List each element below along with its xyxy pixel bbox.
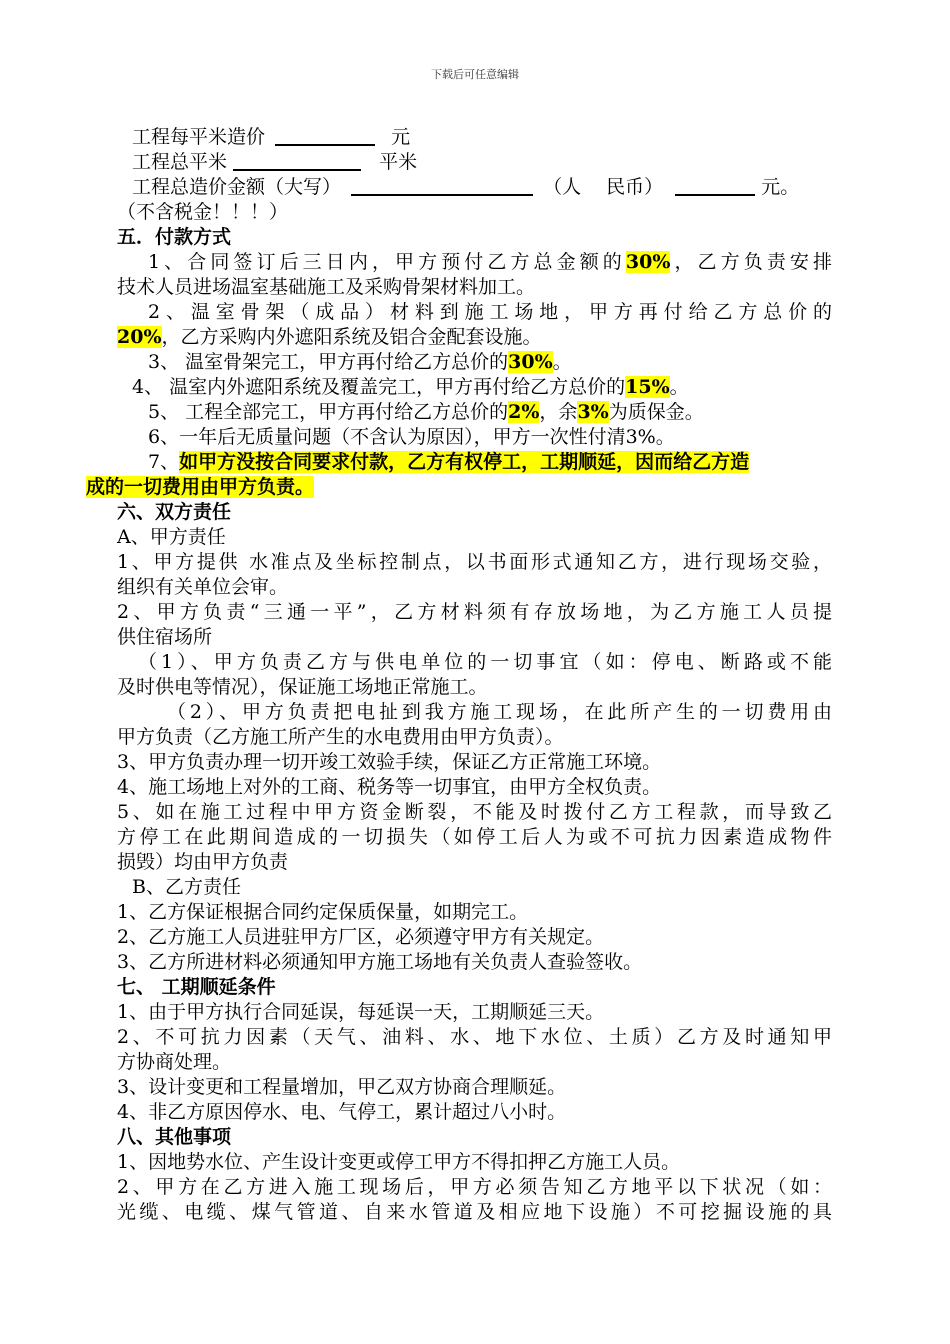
payment-item-2: 2、温室骨架（成品）材料到施工场地，甲方再付给乙方总价的 — [148, 301, 832, 323]
party-b-item-1: 1、乙方保证根据合同约定保质保量，如期完工。 — [117, 901, 529, 923]
payment-item-1-percent: 30% — [625, 251, 671, 273]
party-a-item-2-2-cont: 甲方负责（乙方施工所产生的水电费用由甲方负责）。 — [117, 726, 564, 748]
page-header: 下载后可任意编辑 — [431, 68, 519, 81]
party-a-item-5-cont: 方停工在此期间造成的一切损失（如停工后人为或不可抗力因素造成物件 — [117, 826, 832, 848]
delay-item-2: 2、不可抗力因素（天气、油料、水、地下水位、土质）乙方及时通知甲 — [117, 1026, 832, 1048]
section-7-title: 七、 工期顺延条件 — [117, 976, 276, 998]
payment-item-5-text-c: 为质保金。 — [608, 401, 704, 423]
party-b-item-3: 3、乙方所进材料必须通知甲方施工场地有关负责人查验签收。 — [117, 951, 643, 973]
total-area-blank — [233, 151, 361, 171]
payment-item-1 — [148, 250, 832, 275]
payment-item-7 — [148, 450, 749, 475]
payment-item-4-text: 4、 温室内外遮阳系统及覆盖完工，甲方再付给乙方总价的 — [132, 376, 626, 398]
other-item-2-cont: 光缆、电缆、煤气管道、自来水管道及相应地下设施）不可挖掘设施的具 — [117, 1201, 832, 1223]
price-per-sqm-blank — [275, 126, 375, 146]
delay-item-3: 3、设计变更和工程量增加，甲乙双方协商合理顺延。 — [117, 1076, 567, 1098]
delay-item-2-cont: 方协商处理。 — [117, 1051, 232, 1073]
party-a-item-3: 3、甲方负责办理一切开竣工效验手续，保证乙方正常施工环境。 — [117, 751, 662, 773]
payment-item-4-end: 。 — [669, 376, 689, 398]
delay-item-1: 1、由于甲方执行合同延误，每延误一天，工期顺延三天。 — [117, 1001, 605, 1023]
party-a-item-4: 4、施工场地上对外的工商、税务等一切事宜，由甲方全权负责。 — [117, 776, 662, 798]
party-a-item-5-cont-2: 损毁）均由甲方负责 — [117, 851, 289, 873]
payment-item-5-percent-2: 3% — [577, 401, 609, 423]
price-per-sqm-label: 工程每平米造价 — [132, 126, 266, 148]
party-a-item-1: 1、甲方提供 水准点及坐标控制点，以书面形式通知乙方，进行现场交验， — [117, 551, 832, 573]
party-a-item-2-2: （2）、甲方负责把电扯到我方施工现场，在此所产生的一切费用由 — [167, 701, 832, 723]
party-a-item-2-cont: 供住宿场所 — [117, 626, 213, 648]
payment-item-2-cont — [117, 325, 542, 350]
party-a-title: A、甲方责任 — [117, 526, 226, 548]
price-per-sqm-line — [132, 125, 410, 150]
section-6-title: 六、双方责任 — [117, 501, 232, 523]
party-a-item-2-1-cont: 及时供电等情况），保证施工场地正常施工。 — [117, 676, 488, 698]
party-a-item-2-1: （1）、甲方负责乙方与供电单位的一切事宜（如：停电、断路或不能 — [138, 651, 832, 673]
payment-item-2-text-b: ，乙方采购内外遮阳系统及铝合金配套设施。 — [161, 326, 542, 348]
total-value-blank — [675, 176, 755, 196]
tax-note: （不含税金！！！） — [117, 201, 289, 223]
total-area-line — [132, 150, 417, 175]
payment-item-1-cont: 技术人员进场温室基础施工及采购骨架材料加工。 — [117, 276, 536, 298]
total-amount-label: 工程总造价金额（大写） — [132, 176, 342, 198]
payment-item-1-text-b: ，乙方负责安排 — [670, 251, 832, 273]
party-a-item-5: 5、如在施工过程中甲方资金断裂，不能及时拨付乙方工程款，而导致乙 — [117, 801, 832, 823]
total-area-unit: 平米 — [379, 151, 418, 173]
payment-item-4-percent: 15% — [625, 376, 670, 398]
payment-item-3-percent: 30% — [508, 351, 553, 373]
payment-item-4 — [132, 375, 689, 400]
section-5-title: 五．付款方式 — [117, 226, 232, 248]
total-unit: 元。 — [761, 176, 800, 198]
total-amount-blank — [351, 176, 533, 196]
payment-item-3 — [148, 350, 572, 375]
other-item-2: 2、甲方在乙方进入施工现场后，甲方必须告知乙方地平以下状况（如： — [117, 1176, 832, 1198]
party-b-item-2: 2、乙方施工人员进驻甲方厂区，必须遵守甲方有关规定。 — [117, 926, 605, 948]
payment-item-2-percent: 20% — [117, 326, 162, 348]
payment-item-5-text-b: ，余 — [539, 401, 578, 423]
payment-item-7-number: 7、 — [148, 451, 180, 473]
party-b-title: B、乙方责任 — [132, 876, 241, 898]
delay-item-4: 4、非乙方原因停水、电、气停工，累计超过八小时。 — [117, 1101, 567, 1123]
price-per-sqm-unit: 元 — [391, 126, 411, 148]
payment-item-1-text: 1、合同签订后三日内，甲方预付乙方总金额的 — [148, 251, 626, 273]
total-amount-line — [132, 175, 799, 200]
payment-item-5 — [148, 400, 704, 425]
payment-item-7-text: 如甲方没按合同要求付款，乙方有权停工，工期顺延，因而给乙方造 — [179, 451, 750, 473]
payment-item-5-percent: 2% — [508, 401, 540, 423]
section-8-title: 八、其他事项 — [117, 1126, 232, 1148]
payment-item-5-text: 5、 工程全部完工，甲方再付给乙方总价的 — [148, 401, 509, 423]
payment-item-3-end: 。 — [552, 351, 572, 373]
other-item-1: 1、因地势水位、产生设计变更或停工甲方不得扣押乙方施工人员。 — [117, 1151, 681, 1173]
party-a-item-2: 2、甲方负责“三通一平”，乙方材料须有存放场地，为乙方施工人员提 — [117, 601, 832, 623]
currency-note: （人 民币） — [543, 176, 664, 198]
party-a-item-1-cont: 组织有关单位会审。 — [117, 576, 289, 598]
total-area-label: 工程总平米 — [132, 151, 228, 173]
payment-item-7-cont — [86, 475, 314, 500]
payment-item-3-text: 3、 温室骨架完工，甲方再付给乙方总价的 — [148, 351, 509, 373]
payment-item-6: 6、一年后无质量问题（不含认为原因），甲方一次性付清3%。 — [148, 426, 675, 448]
payment-item-7-text-b: 成的一切费用由甲方负责。 — [86, 476, 315, 498]
